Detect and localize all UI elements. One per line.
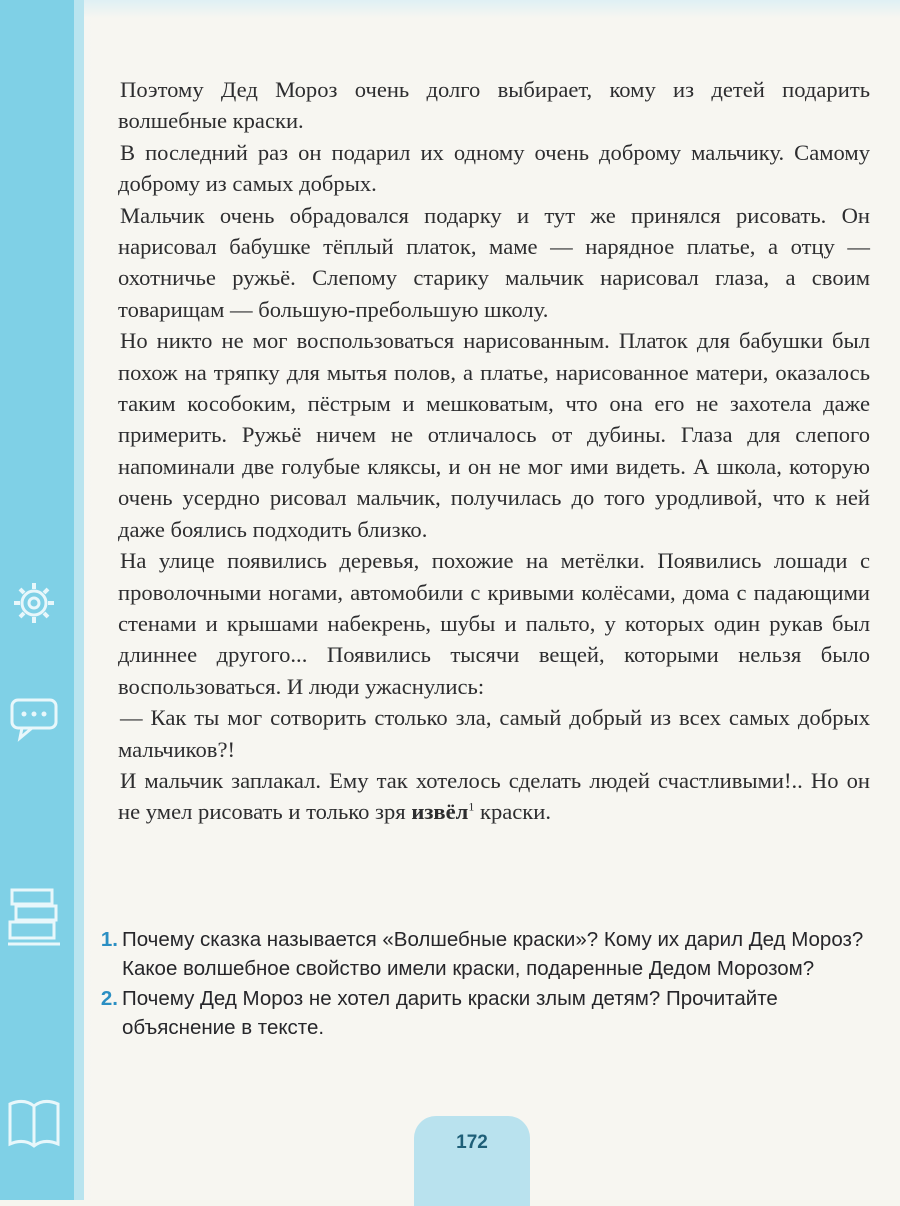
question-number: 2. bbox=[100, 987, 118, 1011]
question-number: 1. bbox=[100, 928, 118, 951]
page-number: 172 bbox=[456, 1132, 488, 1153]
chat-bubble-icon bbox=[6, 690, 62, 746]
paragraph: Но никто не мог воспользоваться нарисованным. Платок для бабушки был похож на тряпку для мытья полов, а платье, нарисованное матери, оказалось таким кособоким, пёстрым и мешковатым, что она его не захотела даже примерить. Ружьё ничем не отличалось от дубины. Глаза для слепого напоминали две голубые кляксы, и он не мог ими видеть. А школа, которую очень усердно рисовал мальчик, получилась до того уродливой, что к ней даже боялись подходить близко. bbox=[118, 328, 870, 542]
paragraph: — Как ты мог сотворить столько зла, самый добрый из всех самых добрых мальчиков?! bbox=[118, 705, 870, 762]
paragraph-last bbox=[118, 765, 870, 828]
top-edge-strip bbox=[84, 0, 900, 18]
books-icon bbox=[6, 880, 62, 960]
paragraph: Поэтому Дед Мороз очень долго выбирает, кому из детей подарить волшебные краски. bbox=[118, 77, 870, 134]
questions-list bbox=[88, 926, 874, 1044]
text-run: И мальчик заплакал. Ему так хотелось сделать людей счастливыми!.. Но он не умел рисовать и только зря bbox=[118, 767, 870, 825]
glossary-word: извёл bbox=[411, 799, 469, 825]
text-run: краски. bbox=[474, 799, 552, 825]
footnote-marker: 1 bbox=[468, 799, 475, 814]
paragraph: В последний раз он подарил их одному очень доброму мальчику. Самому доброму из самых добрых. bbox=[118, 139, 870, 197]
question-text: Почему сказка называется «Волшебные краски»? Кому их дарил Дед Мороз? Какое волшебное свойство имели краски, подаренные Дедом Морозом? bbox=[122, 928, 864, 980]
gear-icon bbox=[6, 575, 62, 631]
question-item bbox=[88, 926, 874, 983]
question-text: Почему Дед Мороз не хотел дарить краски злым детям? Прочитайте объяснение в тексте. bbox=[122, 987, 778, 1039]
story-text bbox=[118, 74, 870, 828]
paragraph: Мальчик очень обрадовался подарку и тут же принялся рисовать. Он нарисовал бабушке тёплый платок, маме — нарядное платье, а отцу — охотничье ружьё. Слепому старику мальчик нарисовал глаза, а своим товарищам — большую-пребольшую школу. bbox=[118, 202, 870, 322]
question-item bbox=[88, 985, 874, 1042]
paragraph: На улице появились деревья, похожие на метёлки. Появились лошади с проволочными ногами, автомобили с кривыми колёсами, дома с падающими стенами и крышами набекрень, шубы и пальто, у которых один рукав был длиннее другого... Появились тысячи вещей, которыми нельзя было воспользоваться. И люди ужаснулись: bbox=[118, 548, 870, 699]
side-decor-band bbox=[0, 0, 84, 1200]
page-number-tab bbox=[414, 1116, 530, 1206]
open-book-icon bbox=[6, 1090, 62, 1160]
